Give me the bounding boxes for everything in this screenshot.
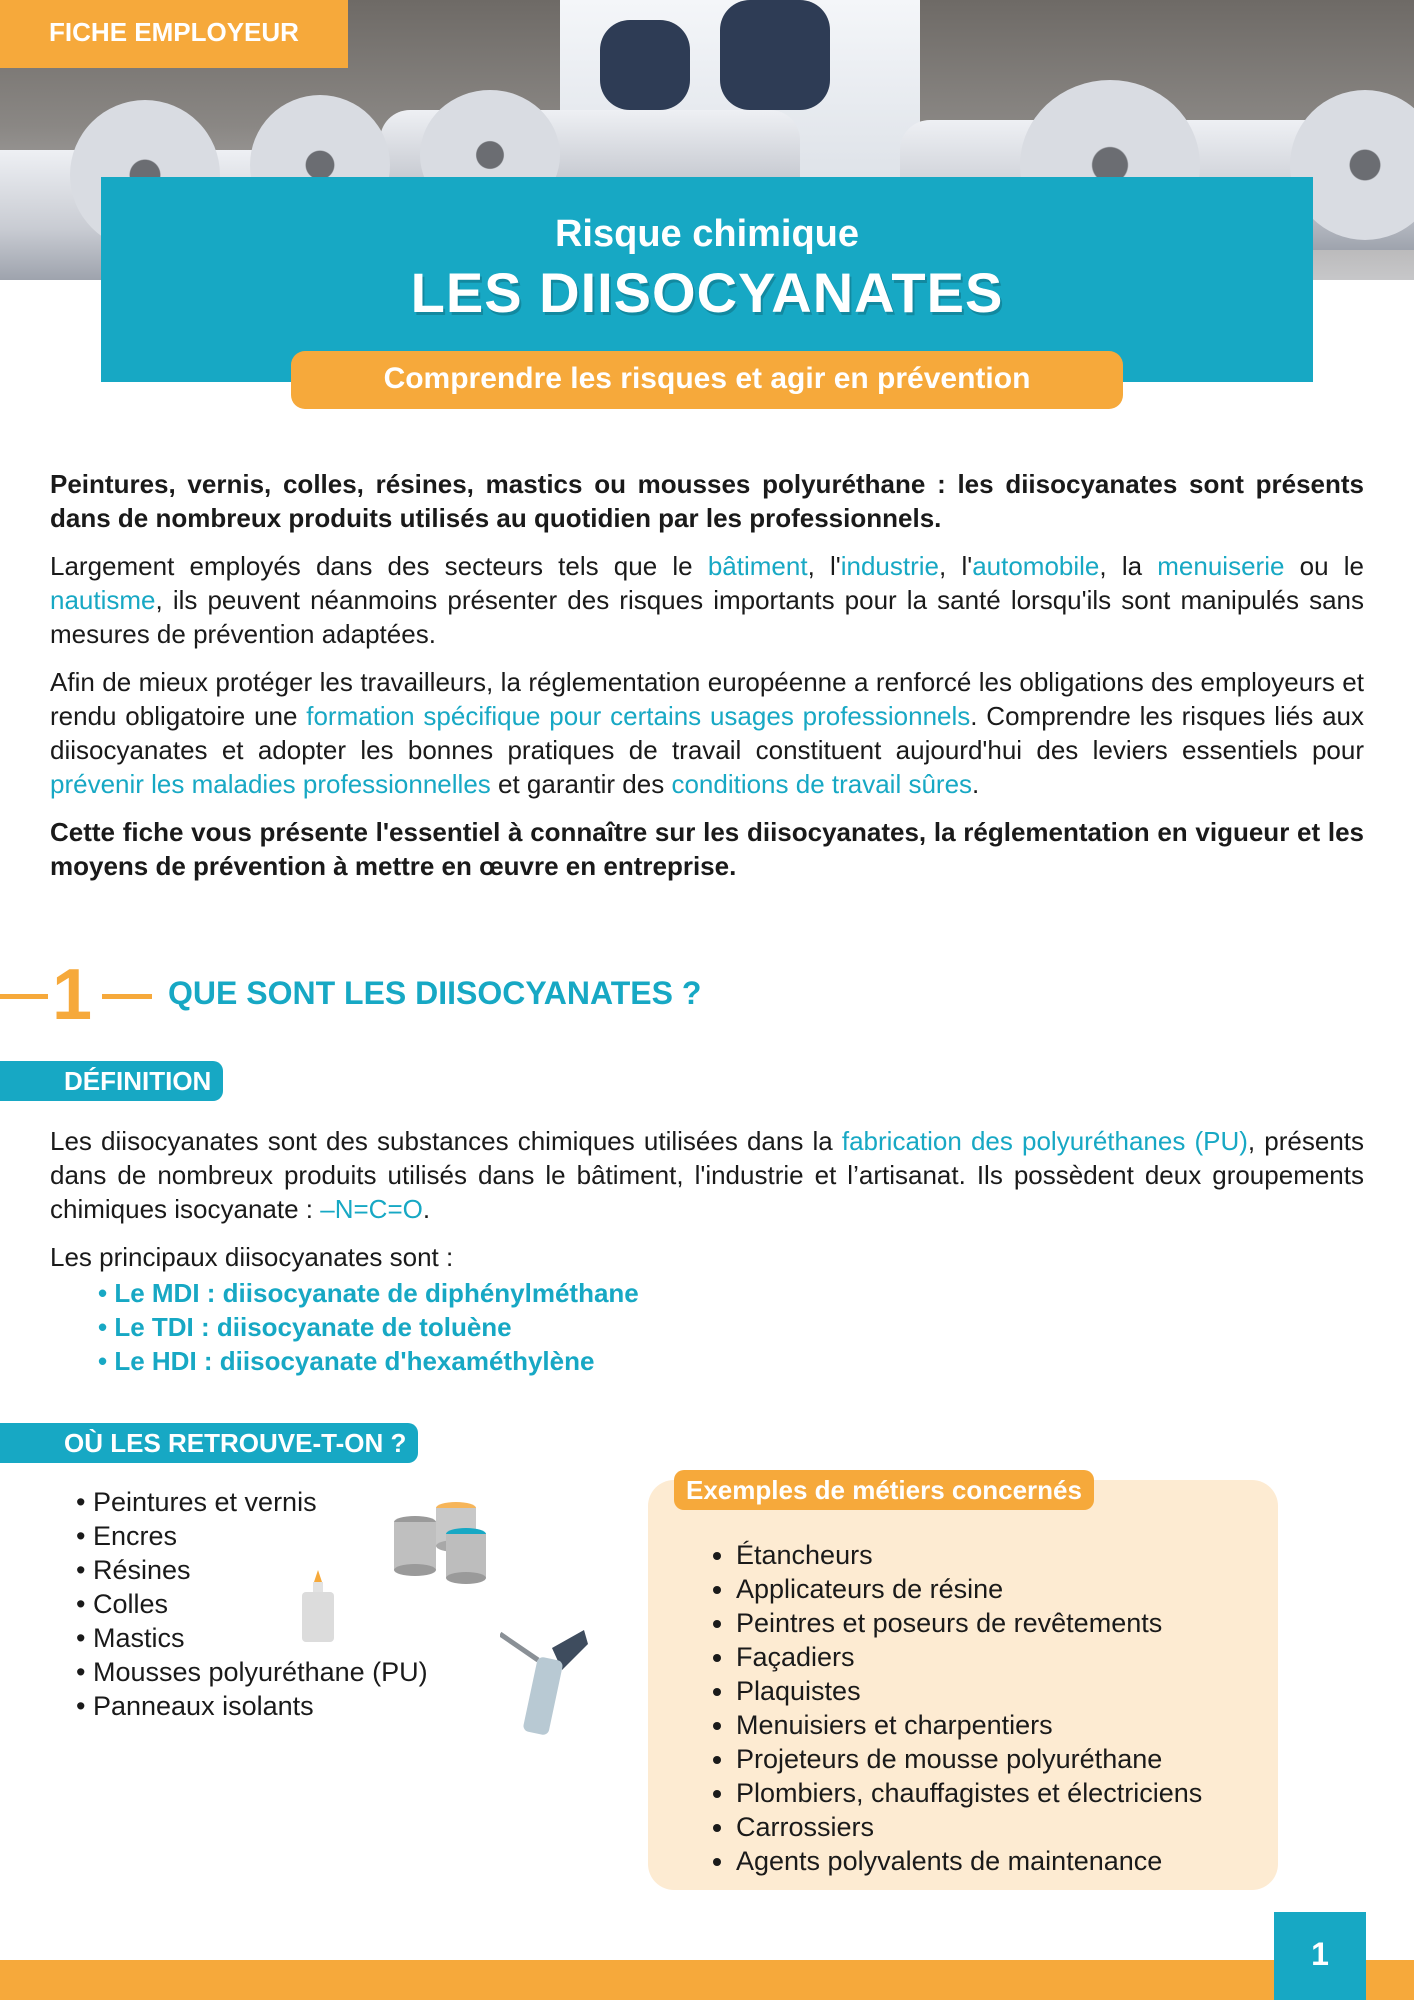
list-item: • Encres [76,1519,428,1553]
text: , l' [807,551,841,581]
text: Afin de mieux protéger les travailleurs, la réglementation européenne a renforcé les obligations des employeurs et rendu obligatoire une [50,667,1364,731]
sector-link: automobile [972,551,1100,581]
intro-sectors [50,549,1364,651]
list-item: • Colles [76,1587,428,1621]
highlight-text: conditions de travail sûres [671,769,973,799]
sector-link: menuiserie [1157,551,1285,581]
list-item: • Mousses polyuréthane (PU) [76,1655,428,1689]
text: ou le [1284,551,1364,581]
section-heading [0,955,900,1035]
list-item: • Panneaux isolants [76,1689,428,1723]
where-label: OÙ LES RETROUVE-T-ON ? [0,1423,418,1463]
definition-text [50,1124,1364,1378]
text: , ils peuvent néanmoins présenter des risques importants pour la santé lorsqu'ils sont manipulés sans mesures de prévention adaptées. [50,585,1364,649]
heading-dash [0,994,48,999]
text: . Comprendre les risques liés aux diisocyanates et adopter les bonnes pratiques de travail constituent aujourd'hui des leviers essentiels pour [50,701,1364,765]
sector-link: industrie [840,551,940,581]
text: . [422,1194,431,1224]
highlight-text: prévenir les maladies professionnelles [50,769,491,799]
list-item: • Plaquistes [736,1674,1202,1708]
list-item: • Peintres et poseurs de revêtements [736,1606,1202,1640]
list-item: • Le TDI : diisocyanate de toluène [98,1312,512,1342]
definition-label: DÉFINITION [0,1061,223,1101]
main-diisocyanates-list [50,1276,1364,1378]
main-diisocyanates-intro: Les principaux diisocyanates sont : [50,1242,454,1272]
formula-text: –N=C=O [320,1194,423,1224]
list-item: • Carrossiers [736,1810,1202,1844]
foam-gun-icon [500,1630,590,1740]
text: , présents dans de nombreux produits utilisés dans le bâtiment, l'industrie et l’artisanat. Ils possèdent deux groupements chimiques isocyanate : [50,1126,1365,1224]
worker-glove-left [600,20,690,110]
where-list [76,1485,428,1723]
highlight-text: formation spécifique pour certains usages professionnels [306,701,971,731]
heading-dash [102,994,152,999]
list-item: • Plombiers, chauffagistes et électriciens [736,1776,1202,1810]
intro-lead: Peintures, vernis, colles, résines, mastics ou mousses polyuréthane : les diisocyanates sont présents dans de nombreux produits utilisés au quotidien par les professionnels. [50,469,1364,533]
paint-cans-icon [388,1500,492,1586]
glue-bottle-icon [298,1570,338,1642]
sector-link: nautisme [50,585,156,615]
definition-paragraph [50,1124,1364,1226]
jobs-list [704,1538,1202,1878]
list-item: • Façadiers [736,1640,1202,1674]
list-item: • Agents polyvalents de maintenance [736,1844,1202,1878]
intro-text [50,467,1364,897]
document-type-tag: FICHE EMPLOYEUR [0,0,348,68]
jobs-card [648,1475,1278,1890]
page-title: LES DIISOCYANATES [410,261,1004,324]
text: , la [1099,551,1158,581]
section-title: QUE SONT LES DIISOCYANATES ? [168,975,702,1011]
footer-bar [0,1960,1414,2000]
worker-glove-right [720,0,830,110]
text: . [972,769,980,799]
text: Les diisocyanates sont des substances chimiques utilisées dans la [50,1126,842,1156]
list-item: • Peintures et vernis [76,1485,428,1519]
section-number: 1 [52,955,93,1035]
jobs-card-title: Exemples de métiers concernés [674,1470,1094,1510]
text: Largement employés dans des secteurs tels que le [50,551,708,581]
list-item: • Le MDI : diisocyanate de diphénylméthane [98,1278,639,1308]
list-item: • Résines [76,1553,428,1587]
list-item: • Menuisiers et charpentiers [736,1708,1202,1742]
intro-summary: Cette fiche vous présente l'essentiel à connaître sur les diisocyanates, la réglementation en vigueur et les moyens de prévention à mettre en œuvre en entreprise. [50,817,1364,881]
list-item: • Projeteurs de mousse polyuréthane [736,1742,1202,1776]
page-supertitle: Risque chimique [554,213,860,255]
list-item: • Applicateurs de résine [736,1572,1202,1606]
page-number: 1 [1274,1912,1366,2000]
text: , l' [939,551,973,581]
list-item: • Étancheurs [736,1538,1202,1572]
intro-regulation [50,665,1364,801]
highlight-text: fabrication des polyuréthanes (PU) [841,1126,1248,1156]
sector-link: bâtiment [707,551,808,581]
page-subtitle: Comprendre les risques et agir en prévention [291,351,1123,409]
text: et garantir des [490,769,672,799]
list-item: • Mastics [76,1621,428,1655]
list-item: • Le HDI : diisocyanate d'hexaméthylène [98,1346,595,1376]
